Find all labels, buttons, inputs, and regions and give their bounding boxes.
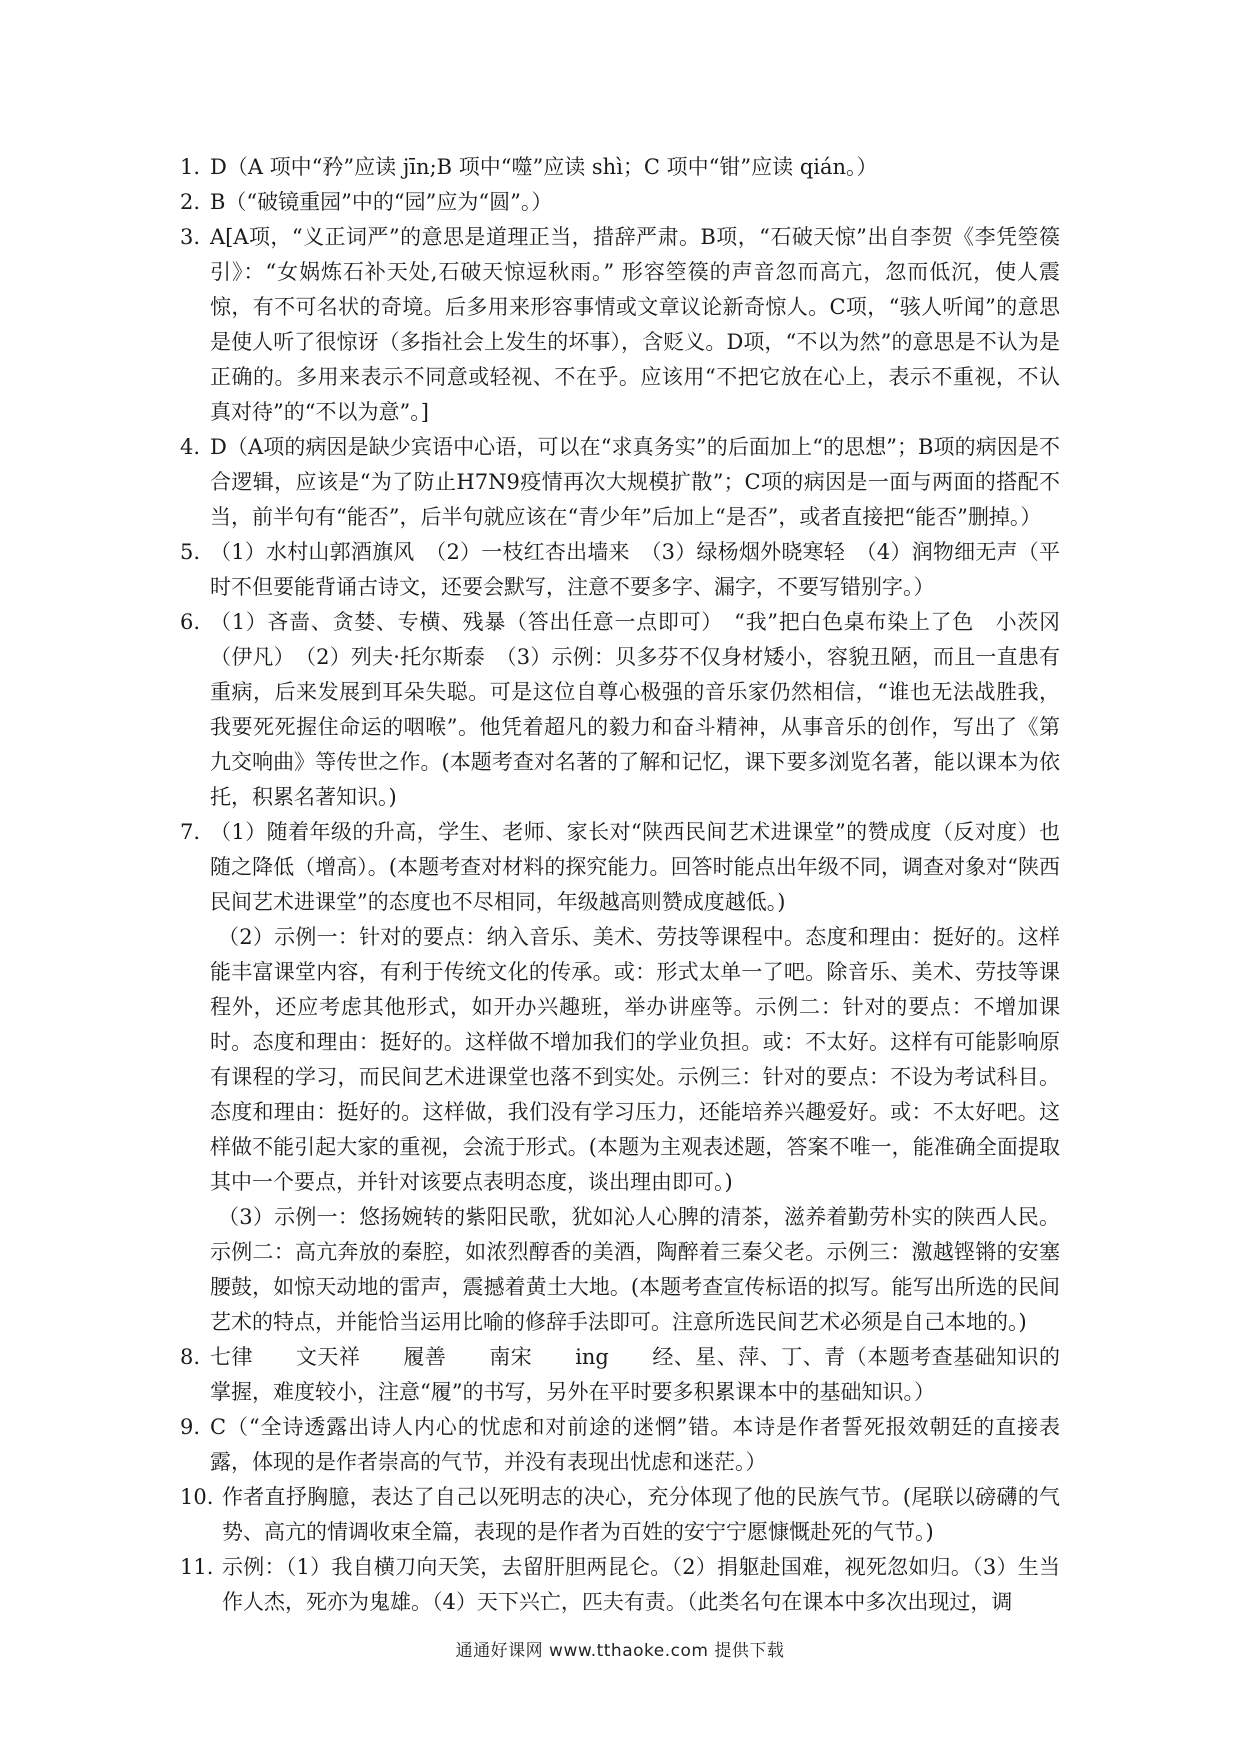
answer-text: C（“全诗透露出诗人内心的忧虑和对前途的迷惘”错。本诗是作者誓死报效朝廷的直接表露，体现的是作者崇高的气节，并没有表现出忧虑和迷茫。） (210, 1415, 1060, 1474)
answer-8 (180, 1340, 1060, 1410)
answer-3 (180, 220, 1060, 430)
answer-6 (180, 605, 1060, 815)
answer-text: B（“破镜重园”中的“园”应为“圆”。） (210, 190, 553, 214)
answer-text: （1）水村山郭酒旗风 （2）一枝红杏出墙来 （3）绿杨烟外晓寒轻 （4）润物细无声（平时不但要能背诵古诗文，还要会默写，注意不要多字、漏字，不要写错别字。） (210, 540, 1060, 599)
answer-2 (180, 185, 1060, 220)
answer-number: 5. (180, 540, 201, 564)
answer-text: （1）吝啬、贪婪、专横、残暴（答出任意一点即可） “我”把白色桌布染上了色 小茨冈（伊凡） （2）列夫·托尔斯泰 （3）示例：贝多芬不仅身材矮小，容貌丑陋，而且一直患有重病，后来发展到耳朵失聪。可是这位自尊心极强的音乐家仍然相信，“谁也无法战胜我，我要死死握住命运的咽喉”。他凭着超凡的毅力和奋斗精神，从事音乐的创作，写出了《第九交响曲》等传世之作。(本题考查对名著的了解和记忆，课下要多浏览名著，能以课本为依托，积累名著知识。) (210, 610, 1060, 809)
answer-number: 6. (180, 610, 201, 634)
answer-7 (180, 815, 1060, 1340)
answer-1 (180, 150, 1060, 185)
answer-number: 9. (180, 1415, 201, 1439)
answer-11 (180, 1550, 1060, 1620)
answer-text-part-1: （1）随着年级的升高，学生、老师、家长对“陕西民间艺术进课堂”的赞成度（反对度）也随之降低（增高）。(本题考查对材料的探究能力。回答时能点出年级不同，调查对象对“陕西民间艺术进课堂”的态度也不尽相同，年级越高则赞成度越低。) (210, 820, 1060, 914)
answer-number: 8. (180, 1345, 201, 1369)
answer-text: A[A项，“义正词严”的意思是道理正当，措辞严肃。B项，“石破天惊”出自李贺《李凭箜篌引》：“女娲炼石补天处,石破天惊逗秋雨。” 形容箜篌的声音忽而高亢，忽而低沉，使人震惊，有不可名状的奇境。后多用来形容事情或文章议论新奇惊人。C项，“骇人听闻”的意思是使人听了很惊讶（多指社会上发生的坏事），含贬义。D项，“不以为然”的意思是不认为是正确的。多用来表示不同意或轻视、不在乎。应该用“不把它放在心上，表示不重视，不认真对待”的“不以为意”。] (210, 225, 1060, 424)
answer-key (180, 150, 1060, 1620)
answer-text: D（A项的病因是缺少宾语中心语，可以在“求真务实”的后面加上“的思想”；B项的病因是不合逻辑，应该是“为了防止H7N9疫情再次大规模扩散”；C项的病因是一面与两面的搭配不当，前半句有“能否”，后半句就应该在“青少年”后加上“是否”，或者直接把“能否”删掉。） (210, 435, 1060, 529)
answer-number: 1. (180, 155, 201, 179)
answer-text: D（A 项中“矜”应读 jīn;B 项中“噬”应读 shì；C 项中“钳”应读 qián。） (210, 155, 878, 179)
answer-number: 10. (180, 1485, 214, 1509)
answer-text: 示例：（1）我自横刀向天笑，去留肝胆两昆仑。（2）捐躯赴国难，视死忽如归。（3）生当作人杰，死亦为鬼雄。（4）天下兴亡，匹夫有责。（此类名句在课本中多次出现过，调 (222, 1555, 1060, 1614)
answer-text: 七律 文天祥 履善 南宋 ing 经、星、萍、丁、青（本题考查基础知识的掌握，难度较小，注意“履”的书写，另外在平时要多积累课本中的基础知识。） (210, 1345, 1060, 1404)
answer-number: 3. (180, 225, 201, 249)
answer-9 (180, 1410, 1060, 1480)
answer-text-part-2: （2）示例一：针对的要点：纳入音乐、美术、劳技等课程中。态度和理由：挺好的。这样能丰富课堂内容，有利于传统文化的传承。或：形式太单一了吧。除音乐、美术、劳技等课程外，还应考虑其他形式，如开办兴趣班，举办讲座等。示例二：针对的要点：不增加课时。态度和理由：挺好的。这样做不增加我们的学业负担。或：不太好。这样有可能影响原有课程的学习，而民间艺术进课堂也落不到实处。示例三：针对的要点：不设为考试科目。态度和理由：挺好的。这样做，我们没有学习压力，还能培养兴趣爱好。或：不太好吧。这样做不能引起大家的重视，会流于形式。(本题为主观表述题，答案不唯一，能准确全面提取其中一个要点，并针对该要点表明态度，谈出理由即可。) (210, 925, 1060, 1194)
answer-text: 作者直抒胸臆，表达了自己以死明志的决心，充分体现了他的民族气节。(尾联以磅礴的气势、高亢的情调收束全篇，表现的是作者为百姓的安宁宁愿慷慨赴死的气节。) (222, 1485, 1060, 1544)
answer-10 (180, 1480, 1060, 1550)
answer-5 (180, 535, 1060, 605)
page-footer: 通通好课网 www.tthaoke.com 提供下载 (455, 1641, 785, 1661)
answer-number: 4. (180, 435, 201, 459)
answer-text-part-3: （3）示例一：悠扬婉转的紫阳民歌，犹如沁人心脾的清茶，滋养着勤劳朴实的陕西人民。示例二：高亢奔放的秦腔，如浓烈醇香的美酒，陶醉着三秦父老。示例三：激越铿锵的安塞腰鼓，如惊天动地的雷声，震撼着黄土大地。(本题考查宣传标语的拟写。能写出所选的民间艺术的特点，并能恰当运用比喻的修辞手法即可。注意所选民间艺术必须是自己本地的。) (210, 1205, 1060, 1334)
answer-4 (180, 430, 1060, 535)
answer-number: 11. (180, 1555, 214, 1579)
answer-number: 2. (180, 190, 201, 214)
answer-number: 7. (180, 820, 201, 844)
